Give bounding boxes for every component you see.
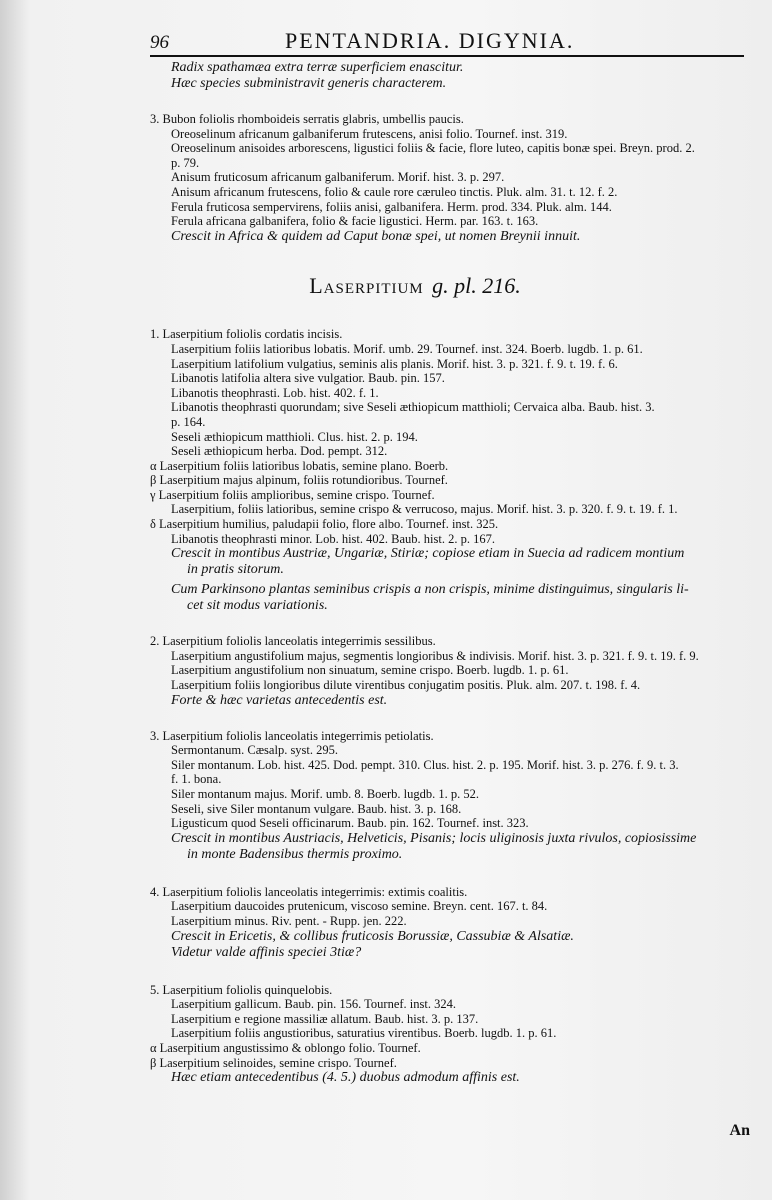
synonym-line: Seseli, sive Siler montanum vulgare. Baub. hist. 3. p. 168. <box>171 801 462 816</box>
intro-line: Hæc species subministravit generis characterem. <box>171 76 447 91</box>
habitat-line: Videtur valde affinis speciei 3tiæ? <box>171 944 362 960</box>
species-heading: 1. Laserpitium foliolis cordatis incisis. <box>150 327 343 342</box>
synonym-line: Siler montanum. Lob. hist. 425. Dod. pempt. 310. Clus. hist. 2. p. 195. Morif. hist. 3. p. 276. f. 9. t. 3. <box>171 757 679 772</box>
species-entry-4 <box>150 885 760 961</box>
species-entry-5 <box>150 983 760 1087</box>
synonym-line: Laserpitium daucoides prutenicum, viscoso semine. Breyn. cent. 167. t. 84. <box>171 899 548 914</box>
synonym-line: Libanotis theophrasti. Lob. hist. 402. f. 1. <box>171 385 379 400</box>
synonym-line: Laserpitium gallicum. Baub. pin. 156. Tournef. inst. 324. <box>171 997 456 1012</box>
variety-line: α Laserpitium angustissimo & oblongo folio. Tournef. <box>150 1040 421 1055</box>
note-line: Cum Parkinsono plantas seminibus crispis a non crispis, minime distinguimus, singularis li- <box>171 582 689 598</box>
synonym-line: Anisum africanum frutescens, folio & caule rore cæruleo tinctis. Pluk. alm. 31. t. 12. f. 2. <box>171 184 618 199</box>
note-line: cet sit modus variationis. <box>187 598 328 614</box>
genus-name: Laserpitium <box>309 272 424 298</box>
species-heading: 3. Bubon foliolis rhomboideis serratis glabris, umbellis paucis. <box>150 112 464 126</box>
synonym-line: Oreoselinum anisoides arborescens, ligustici foliis & facie, flore luteo, capitis bonæ spei. Breyn. prod. 2. <box>171 141 695 156</box>
variety-line: δ Laserpitium humilius, paludapii folio, flore albo. Tournef. inst. 325. <box>150 517 499 532</box>
variety-line: γ Laserpitium foliis amplioribus, semine crispo. Tournef. <box>150 487 435 502</box>
species-entry-1 <box>150 327 760 614</box>
genus-reference: g. pl. 216. <box>432 272 521 298</box>
synonym-line: Laserpitium angustifolium non sinuatum, semine crispo. Boerb. lugdb. 1. p. 61. <box>171 663 569 678</box>
species-heading: 2. Laserpitium foliolis lanceolatis integerrimis sessilibus. <box>150 634 436 649</box>
synonym-line: Laserpitium foliis latioribus lobatis. Morif. umb. 29. Tournef. inst. 324. Boerb. lugdb. 1. p. 61. <box>171 341 643 356</box>
synonym-line: Oreoselinum africanum galbaniferum frutescens, anisi folio. Tournef. inst. 319. <box>171 126 568 141</box>
bubon-entry <box>150 112 760 245</box>
habitat-line: Forte & hæc varietas antecedentis est. <box>171 692 388 708</box>
habitat-line: Crescit in montibus Austriæ, Ungariæ, Stiriæ; copiose etiam in Suecia ad radicem montium <box>171 546 685 562</box>
variety-line: β Laserpitium majus alpinum, foliis rotundioribus. Tournef. <box>150 473 448 488</box>
header-rule <box>150 55 744 57</box>
synonym-line: Laserpitium angustifolium majus, segmentis longioribus & indivisis. Morif. hist. 3. p. 321. f. 9. t. 19. f. 9. <box>171 648 699 663</box>
synonym-line: p. 79. <box>171 155 200 170</box>
page-number: 96 <box>150 32 169 53</box>
synonym-line: Seseli æthiopicum matthioli. Clus. hist. 2. p. 194. <box>171 429 418 444</box>
synonym-line: Laserpitium latifolium vulgatius, seminis alis planis. Morif. hist. 3. p. 321. f. 9. t. 19. f. 6. <box>171 356 618 371</box>
catchword: An <box>729 1122 750 1139</box>
species-entry-2 <box>150 634 760 708</box>
species-heading: 4. Laserpitium foliolis lanceolatis integerrimis: extimis coalitis. <box>150 884 468 899</box>
variety-line: α Laserpitium foliis latioribus lobatis, semine plano. Boerb. <box>150 458 449 473</box>
synonym-line: Anisum fruticosum africanum galbaniferum. Morif. hist. 3. p. 297. <box>171 170 505 185</box>
synonym-line: Libanotis theophrasti minor. Lob. hist. 402. Baub. hist. 2. p. 167. <box>171 531 495 546</box>
synonym-line: Ferula africana galbanifera, folio & facie ligustici. Herm. par. 163. t. 163. <box>171 214 539 229</box>
synonym-line: Libanotis latifolia altera sive vulgatior. Baub. pin. 157. <box>171 371 445 386</box>
synonym-line: Libanotis theophrasti quorundam; sive Seseli æthiopicum matthioli; Cervaica alba. Baub. hist. 3. <box>171 400 655 415</box>
species-heading: 5. Laserpitium foliolis quinquelobis. <box>150 982 333 997</box>
page-body <box>150 60 760 1086</box>
variety-line: β Laserpitium selinoides, semine crispo. Tournef. <box>150 1055 397 1070</box>
synonym-line: Ligusticum quod Seseli officinarum. Baub. pin. 162. Tournef. inst. 323. <box>171 816 529 831</box>
habitat-line: Crescit in montibus Austriacis, Helveticis, Pisanis; locis uliginosis juxta rivulos, copiosissime <box>171 830 697 846</box>
synonym-line: Seseli æthiopicum herba. Dod. pempt. 312. <box>171 444 388 459</box>
synonym-line: Laserpitium foliis longioribus dilute virentibus conjugatim positis. Pluk. alm. 207. t. 198. f. 4. <box>171 678 641 693</box>
habitat-line: in monte Badensibus thermis proximo. <box>187 846 403 862</box>
habitat-line: Crescit in Africa & quidem ad Caput bonæ spei, ut nomen Breynii innuit. <box>171 228 581 244</box>
habitat-line: Hæc etiam antecedentibus (4. 5.) duobus admodum affinis est. <box>171 1070 520 1086</box>
synonym-line: Siler montanum majus. Morif. umb. 8. Boerb. lugdb. 1. p. 52. <box>171 787 479 801</box>
species-heading: 3. Laserpitium foliolis lanceolatis integerrimis petiolatis. <box>150 728 434 743</box>
running-title: PENTANDRIA. DIGYNIA. <box>285 28 575 53</box>
synonym-line: f. 1. bona. <box>171 772 222 787</box>
synonym-line: Sermontanum. Cæsalp. syst. 295. <box>171 743 339 758</box>
synonym-line: Laserpitium, foliis latioribus, semine crispo & verrucoso, majus. Morif. hist. 3. p. 320. f. 9. t. 19. f. 1. <box>171 502 678 517</box>
species-entry-3 <box>150 729 760 863</box>
synonym-line: Laserpitium e regione massiliæ allatum. Baub. hist. 3. p. 137. <box>171 1011 479 1026</box>
synonym-line: Laserpitium minus. Riv. pent. - Rupp. jen. 222. <box>171 913 407 928</box>
synonym-line: p. 164. <box>171 414 206 429</box>
genus-heading <box>150 272 760 298</box>
habitat-line: Crescit in Ericetis, & collibus fruticosis Borussiæ, Cassubiæ & Alsatiæ. <box>171 928 574 944</box>
habitat-line: in pratis sitorum. <box>187 562 284 578</box>
synonym-line: Laserpitium foliis angustioribus, saturatius virentibus. Boerb. lugdb. 1. p. 61. <box>171 1026 557 1041</box>
intro-line: Radix spathamæa extra terræ superficiem enascitur. <box>171 60 464 75</box>
page-header <box>150 26 744 56</box>
synonym-line: Ferula fruticosa sempervirens, foliis anisi, galbanifera. Herm. prod. 334. Pluk. alm. 144. <box>171 199 612 214</box>
